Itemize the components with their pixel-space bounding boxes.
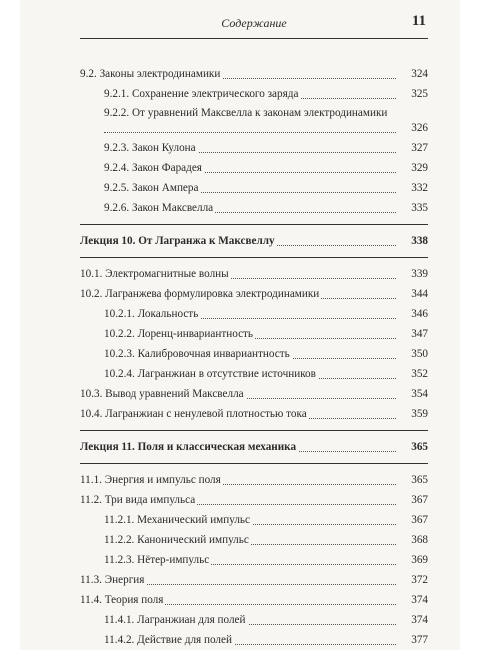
toc-entry-title: 10.1. Электромагнитные волны — [80, 268, 229, 280]
toc-entry-page: 346 — [398, 304, 428, 324]
toc-entry-title: 11.4.2. Действие для полей — [104, 634, 232, 646]
toc-lecture-entry[interactable] — [80, 231, 428, 251]
running-head: Содержание — [221, 16, 287, 30]
toc-entry[interactable] — [80, 364, 428, 384]
toc-entry-title: 9.2.1. Сохранение электрического заряда — [104, 88, 299, 100]
toc-entry-title: 10.2.1. Локальность — [104, 308, 199, 320]
toc-entry-page: 344 — [398, 284, 428, 304]
page-header — [80, 14, 428, 39]
toc-entry-page: 368 — [398, 530, 428, 550]
toc-entry[interactable] — [80, 84, 428, 104]
toc-entry-page: 335 — [398, 198, 428, 218]
toc-lecture-entry[interactable] — [80, 437, 428, 457]
toc-entry-page: 374 — [398, 590, 428, 610]
toc-entry[interactable] — [80, 64, 428, 84]
toc-entry[interactable] — [80, 590, 428, 610]
toc-entry-title: 9.2.2. От уравнений Максвелла к законам электродинамики — [104, 107, 388, 119]
toc-entry-page: 367 — [398, 490, 428, 510]
toc-entry[interactable] — [80, 570, 428, 590]
toc-entry[interactable] — [80, 284, 428, 304]
toc-entry-title: 11.4.1. Лагранжиан для полей — [104, 614, 246, 626]
toc-entry-page: 325 — [398, 84, 428, 104]
toc-entry-page: 332 — [398, 178, 428, 198]
toc-entry-page: 326 — [398, 118, 428, 138]
table-of-contents — [80, 64, 428, 650]
toc-entry[interactable] — [80, 550, 428, 570]
toc-entry-page: 359 — [398, 404, 428, 424]
toc-entry-title: 11.2.2. Канонический импульс — [104, 534, 249, 546]
toc-entry-title: 11.4. Теория поля — [80, 594, 164, 606]
toc-entry-title: 11.1. Энергия и импульс поля — [80, 474, 221, 486]
toc-entry-page: 350 — [398, 344, 428, 364]
page-number: 11 — [411, 13, 426, 29]
toc-entry-title: 11.2.3. Нётер-импульс — [104, 554, 210, 566]
toc-entry[interactable] — [80, 264, 428, 284]
toc-entry[interactable] — [80, 304, 428, 324]
toc-entry-page: 327 — [398, 138, 428, 158]
toc-entry-page: 367 — [398, 510, 428, 530]
toc-entry-page: 372 — [398, 570, 428, 590]
toc-entry-page: 354 — [398, 384, 428, 404]
toc-entry-title: 9.2.4. Закон Фарадея — [104, 162, 202, 174]
section-divider — [80, 257, 428, 258]
toc-entry[interactable] — [80, 404, 428, 424]
toc-entry-page: 365 — [398, 470, 428, 490]
toc-entry-title: 9.2. Законы электродинамики — [80, 68, 221, 80]
toc-entry-page: 365 — [398, 437, 428, 457]
toc-entry-title: 10.2.2. Лоренц-инвариантность — [104, 328, 254, 340]
toc-entry[interactable] — [80, 158, 428, 178]
section-divider — [80, 430, 428, 431]
toc-entry[interactable] — [80, 104, 428, 138]
toc-entry-title: 10.4. Лагранжиан с ненулевой плотностью тока — [80, 408, 307, 420]
toc-entry[interactable] — [80, 344, 428, 364]
toc-entry[interactable] — [80, 384, 428, 404]
toc-entry-title: Лекция 11. Поля и классическая механика — [80, 441, 297, 453]
toc-entry[interactable] — [80, 138, 428, 158]
toc-entry-page: 369 — [398, 550, 428, 570]
toc-entry-page: 324 — [398, 64, 428, 84]
toc-entry-title: 11.2. Три вида импульса — [80, 494, 196, 506]
toc-entry-title: 10.2. Лагранжева формулировка электродинамики — [80, 288, 320, 300]
toc-entry-page: 329 — [398, 158, 428, 178]
toc-entry-title: Лекция 10. От Лагранжа к Максвеллу — [80, 235, 275, 247]
toc-entry-title: 10.2.4. Лагранжиан в отсутствие источников — [104, 368, 316, 380]
toc-entry[interactable] — [80, 470, 428, 490]
toc-entry-title: 11.3. Энергия — [80, 574, 145, 586]
toc-entry[interactable] — [80, 324, 428, 344]
book-page — [20, 0, 460, 650]
toc-entry[interactable] — [80, 490, 428, 510]
toc-entry[interactable] — [80, 510, 428, 530]
toc-entry-page: 374 — [398, 610, 428, 630]
section-divider — [80, 463, 428, 464]
toc-entry[interactable] — [80, 610, 428, 630]
toc-entry[interactable] — [80, 178, 428, 198]
toc-entry-title: 9.2.6. Закон Максвелла — [104, 202, 214, 214]
toc-entry-title: 10.3. Вывод уравнений Максвелла — [80, 388, 244, 400]
toc-entry-page: 377 — [398, 630, 428, 650]
toc-entry-page: 339 — [398, 264, 428, 284]
toc-entry-page: 338 — [398, 231, 428, 251]
toc-entry[interactable] — [80, 530, 428, 550]
toc-entry[interactable] — [80, 630, 428, 650]
toc-entry-page: 352 — [398, 364, 428, 384]
toc-entry-title: 10.2.3. Калибровочная инвариантность — [104, 348, 290, 360]
toc-entry-title: 11.2.1. Механический импульс — [104, 514, 250, 526]
toc-entry-title: 9.2.3. Закон Кулона — [104, 142, 196, 154]
section-divider — [80, 224, 428, 225]
toc-entry[interactable] — [80, 198, 428, 218]
toc-entry-page: 347 — [398, 324, 428, 344]
toc-entry-title: 9.2.5. Закон Ампера — [104, 182, 199, 194]
